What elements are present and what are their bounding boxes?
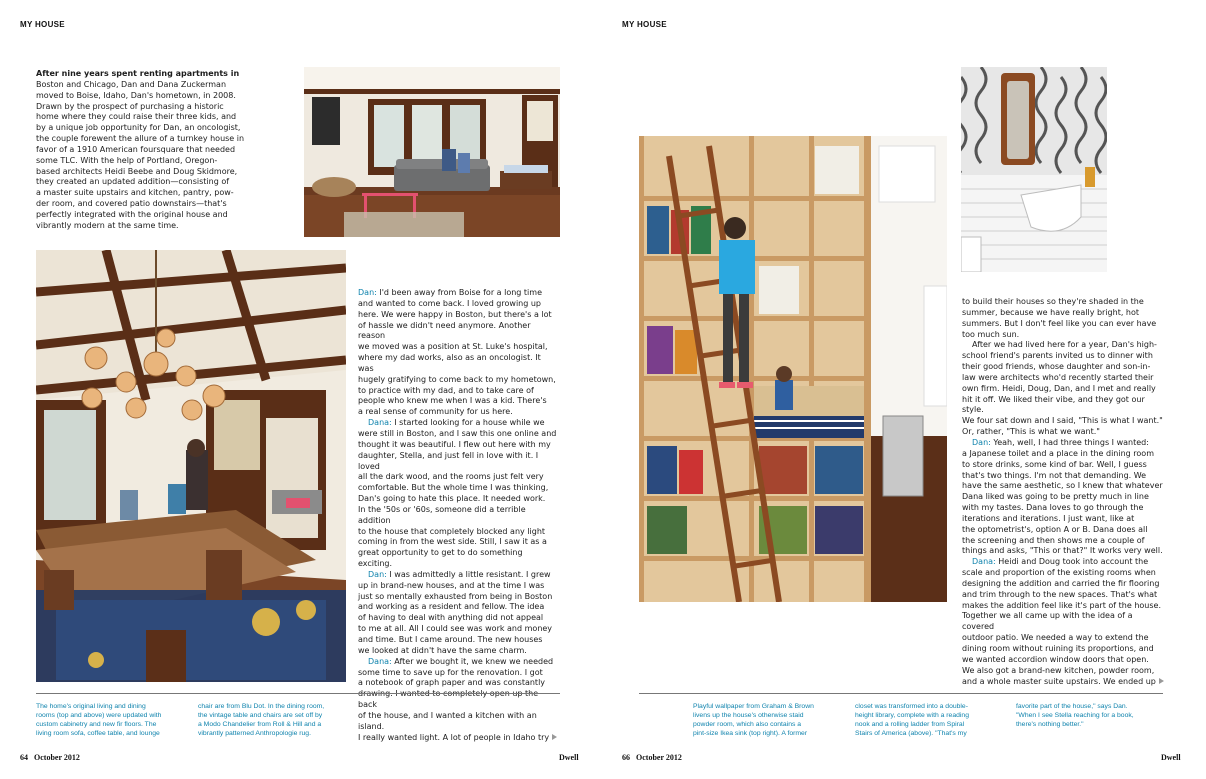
left-caption-column-1 [36,702,192,738]
text-line [358,505,558,527]
intro-line: favor of a 1910 American foursquare that needed [36,144,236,154]
line-text: daughter, Stella, and just fell in love with it. I loved [358,450,539,471]
line-text: things and asks, "This or that?" It works very well. [962,546,1163,556]
text-line [358,407,558,418]
library-photo [639,136,947,602]
line-text: to the house that completely blocked any light [358,526,546,536]
intro-line: the couple forewent the allure of a turnkey house in [36,134,245,144]
text-line [962,427,1166,438]
text-line [962,568,1166,579]
text-line [358,310,558,321]
text-line [962,438,1166,449]
text-line [358,657,558,668]
text-line [962,655,1166,666]
intro-line: Boston and Chicago, Dan and Dana Zuckerman [36,79,227,89]
text-line [358,396,558,407]
text-line [358,353,558,375]
speaker-label: Dana: [368,656,392,666]
intro-lines [36,80,298,232]
intro-line: der room, and covered patio downstairs—that's [36,199,227,209]
text-line [962,373,1166,384]
intro-line: based architects Heidi Beebe and Doug Skidmore, [36,166,238,176]
text-line [358,678,558,689]
line-text: We also got a brand-new kitchen, powder room, [962,665,1155,675]
line-text: up in brand-new houses, and at the time I was [358,580,545,590]
line-text: great opportunity to get to do something exciting. [358,548,523,569]
line-text: After we bought it, we knew we needed [394,656,554,666]
line-text: In the '50s or '60s, someone did a terrible addition [358,504,526,525]
line-text: of the house, and I wanted a kitchen with an island. [358,710,537,731]
intro-line: by a unique job opportunity for Dan, an oncologist, [36,123,241,133]
left-page-header: MY HOUSE [20,20,65,29]
right-caption-column-2 [855,702,1005,738]
text-line [962,308,1166,319]
intro-line: perfectly integrated with the original house and [36,209,228,219]
text-line [962,395,1166,417]
line-text: all the dark wood, and the rooms just felt very [358,472,544,482]
text-line [358,613,558,624]
text-line [358,440,558,451]
line-text: Yeah, well, I had three things I wanted: [993,437,1149,447]
line-text: We four sat down and I said, "This is what I want." [962,416,1163,426]
text-line [962,644,1166,655]
caption-line: a Modo Chandelier from Roll & Hill and a [198,721,322,728]
right-caption-column-3 [1016,702,1166,729]
line-text: to practice with my dad, and to take care of [358,385,534,395]
left-issue-date: October 2012 [34,753,80,762]
dining-room-photo [36,250,346,682]
line-text: people who knew me when I was a kid. There's [358,396,547,406]
text-line [962,362,1166,373]
text-line [358,472,558,483]
line-text: Together we all came up with the idea of a covered [962,611,1133,632]
line-text: designing the addition and carried the fir flooring [962,578,1160,588]
speaker-label: Dana: [972,557,996,567]
line-text: coming in from the west side. Still, I saw it as a [358,537,547,547]
text-line [962,666,1166,677]
line-text: that's two things. I'm not that demanding. We [962,470,1147,480]
left-caption-column-2 [198,702,368,738]
text-line [962,514,1166,525]
line-text: their good friends, whose daughter and son-in- [962,362,1151,372]
line-text: I'd been away from Boise for a long time [379,288,542,297]
caption-line: the vintage table and chairs are set off by [198,712,323,719]
line-text: just so mentally exhausted from being in Boston [358,591,553,601]
line-text: scale and proportion of the existing rooms when [962,568,1156,578]
text-line [962,525,1166,536]
speaker-label: Dan: [368,569,387,579]
line-text: and working as a resident and fellow. The idea [358,602,545,612]
speaker-label: Dan: [972,437,991,447]
caption-line: livens up the house's otherwise staid [693,712,804,719]
text-line [962,297,1166,308]
text-line [358,386,558,397]
right-caption-rule [639,693,1163,694]
intro-line: some TLC. With the help of Portland, Oregon- [36,155,218,165]
text-line [962,330,1166,341]
text-line [358,299,558,310]
line-text: Dana liked was going to be pretty much in line [962,492,1149,502]
text-line [962,557,1166,568]
line-text: too much sun. [962,329,1020,339]
line-text: After we had lived here for a year, Dan's high- [972,340,1157,350]
line-text: thought it was beautiful. I flew out here with my [358,439,551,449]
right-issue-date: October 2012 [636,753,682,762]
left-page-column [358,288,558,743]
intro-lead: After nine years spent renting apartments in [36,69,240,78]
text-line [358,668,558,679]
text-line [962,503,1166,514]
line-text: where my dad works, also as an oncologist. It was [358,353,541,373]
intro-line: vibrantly modern at the same time. [36,220,179,230]
text-line [962,633,1166,644]
text-line [962,492,1166,503]
text-line [358,483,558,494]
line-text: and a whole master suite upstairs. We ended up [962,676,1156,686]
intro-line: Drawn by the prospect of purchasing a historic [36,101,224,111]
line-text: here. We were happy in Boston, but there's a lot [358,309,552,319]
line-text: school friend's parents invited us to dinner with [962,351,1153,361]
line-text: and wanted to come back. I loved growing up [358,298,541,308]
line-text: own firm. Heidi, Doug, Dan, and I met and really [962,383,1156,393]
intro-line: moved to Boise, Idaho, Dan's hometown, in 2008. [36,90,236,100]
line-text: to build their houses so they're shaded in the [962,297,1144,306]
line-text: were still in Boston, and I saw this one online and [358,428,557,438]
text-line [962,340,1166,351]
line-text: summers. But I don't feel like you can ever have [962,318,1157,328]
line-text: I was admittedly a little resistant. I grew [389,569,551,579]
line-text: back [358,700,378,710]
speaker-label: Dana: [368,418,392,428]
line-text: dining room without ruining its proportions, and [962,644,1154,653]
left-folio [20,753,80,762]
line-text: summer, because we have really bright, hot [962,307,1140,317]
line-text: some time to save up for the renovation. I got [358,667,543,677]
line-text: have the same aesthetic, so I knew that whatever [962,481,1163,491]
line-text: a notebook of graph paper and was constantly [358,678,546,688]
right-page-column [962,297,1166,687]
text-line [358,592,558,603]
text-line [962,319,1166,330]
right-magazine-name: Dwell [1161,753,1181,762]
line-text: with my tastes. Dana loves to go through the [962,503,1144,513]
text-line [358,570,558,581]
line-text: to store drinks, some kind of bar. Well, I guess [962,459,1147,469]
powder-room-photo [961,67,1107,272]
text-line [358,321,558,343]
line-text: the optometrist's, option A or B. Dana does all [962,524,1148,534]
text-line [962,536,1166,547]
intro-line: a master suite upstairs and kitchen, pantry, pow- [36,188,234,198]
text-line [962,677,1166,688]
left-magazine-name: Dwell [559,753,579,762]
line-text: outdoor patio. We needed a way to extend the [962,633,1149,643]
text-line [962,590,1166,601]
text-line [962,471,1166,482]
text-line [962,601,1166,612]
line-text: law were architects who'd recently started their [962,372,1154,382]
caption-line: chair are from Blu Dot. In the dining room, [198,703,325,710]
text-line [358,581,558,592]
text-line [358,537,558,548]
text-line [962,611,1166,633]
text-line [962,351,1166,362]
line-text: the screening and then shows me a couple of [962,535,1145,545]
text-line [358,602,558,613]
text-line [358,342,558,353]
caption-line: Stairs of America (above). "That's my [855,730,967,737]
caption-line: height library, complete with a reading [855,712,969,719]
text-line [358,733,558,744]
line-text: iterations and iterations. I just want, like at [962,513,1135,523]
text-line [358,711,558,733]
line-text: of hassle we didn't need anymore. Another reason [358,320,531,341]
intro-paragraph [36,69,298,232]
text-line [358,624,558,635]
line-text: makes the addition feel like it's part of the house. [962,600,1161,610]
caption-line: closet was transformed into a double- [855,703,968,710]
text-line [358,429,558,440]
caption-line: favorite part of the house," says Dan. [1016,703,1128,710]
text-line [358,527,558,538]
caption-line: "When I see Stella reaching for a book, [1016,712,1134,719]
text-line [358,418,558,429]
text-line [962,460,1166,471]
caption-line: custom cabinetry and new fir floors. The [36,721,157,728]
line-text: we moved was a position at St. Luke's hospital, [358,342,548,352]
line-text: Dan's going to hate this place. It needed work. [358,494,546,504]
text-line [962,449,1166,460]
speaker-label: Dan: [358,288,377,297]
caption-line: The home's original living and dining [36,703,146,710]
continue-arrow-icon [552,734,557,740]
caption-line: Playful wallpaper from Graham & Brown [693,703,814,710]
caption-line: powder room, which also contains a [693,721,802,728]
text-line [962,481,1166,492]
text-line [358,646,558,657]
living-room-photo [304,67,560,237]
intro-line: they created an updated addition—consisting of [36,177,230,187]
text-line [962,384,1166,395]
line-text: we wanted accordion window doors that open. [962,654,1149,664]
right-caption-column-1 [693,702,843,738]
line-text: Heidi and Doug took into account the [998,557,1149,567]
continue-arrow-icon [1159,678,1164,684]
right-page-header: MY HOUSE [622,20,667,29]
caption-line: living room sofa, coffee table, and lounge [36,730,160,737]
text-line [962,579,1166,590]
text-line [358,375,558,386]
line-text: hugely gratifying to come back to my hometown, [358,374,556,384]
text-line [358,548,558,570]
caption-line: there's nothing better." [1016,721,1084,728]
text-line [358,494,558,505]
text-line [358,451,558,473]
text-line [358,288,558,299]
line-text: we looked at didn't have the same charm. [358,645,527,655]
line-text: and trim through to the new spaces. That's what [962,589,1158,599]
caption-line: rooms (top and above) were updated with [36,712,162,719]
line-text: I really wanted light. A lot of people in Idaho try [358,732,550,742]
caption-line: nook and a rolling ladder from Spiral [855,721,965,728]
line-text: comfortable. But the whole time I was thinking, [358,483,549,493]
line-text: a real sense of community for us here. [358,407,513,417]
caption-line: vibrantly patterned Anthropologie rug. [198,730,311,737]
line-text: hit it off. We liked their vibe, and they got our style. [962,394,1145,415]
text-line [962,546,1166,557]
line-text: and time. But I came around. The new houses [358,635,543,644]
left-page-number: 64 [20,753,28,762]
line-text: a Japanese toilet and a place in the dining room [962,448,1154,458]
right-page-number: 66 [622,753,630,762]
line-text: of having to deal with anything did not appeal [358,613,544,623]
line-text: I started looking for a house while we [394,418,545,428]
line-text: Or, rather, "This is what we want." [962,427,1100,437]
line-text: to me at all. All I could see was work and money [358,624,553,634]
right-folio [622,753,682,762]
caption-line: pint-size Ikea sink (top right). A former [693,730,808,737]
text-line [358,635,558,646]
left-caption-rule [36,693,560,694]
text-line [962,416,1166,427]
intro-line: home where they could raise their three kids, and [36,112,237,122]
